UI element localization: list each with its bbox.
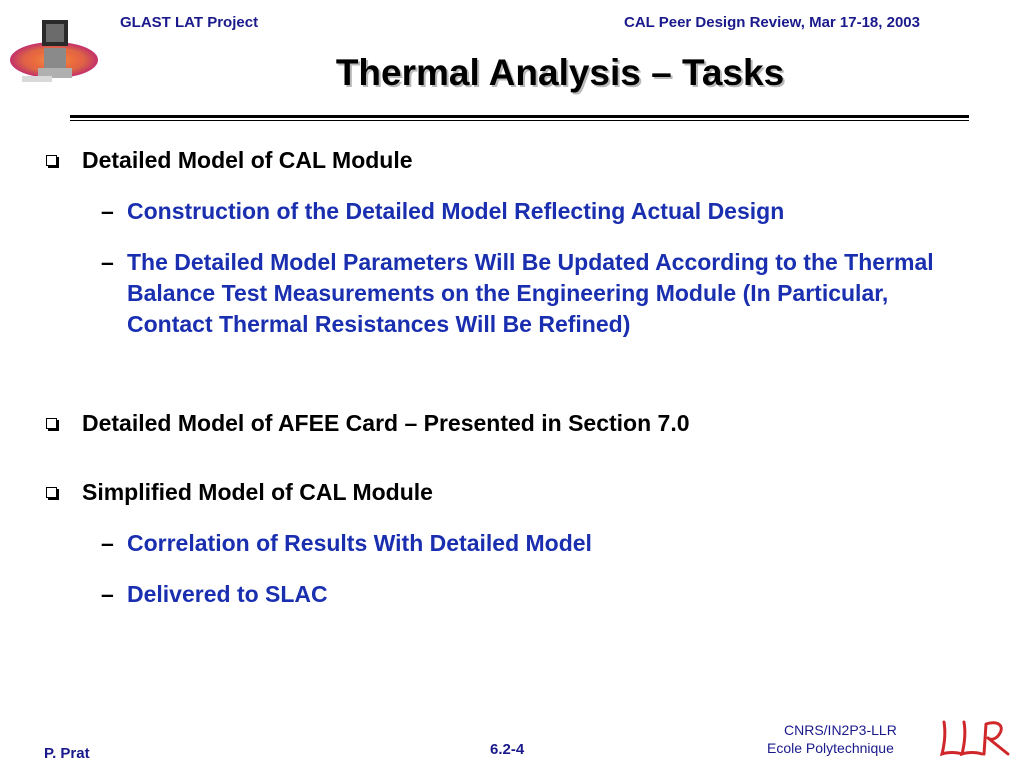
sub-bullet-item: Correlation of Results With Detailed Model [127, 530, 592, 556]
author: P. Prat [44, 745, 90, 762]
dash-bullet-icon: – [101, 581, 114, 607]
dash-bullet-icon: – [101, 198, 114, 224]
org-line-2: Ecole Polytechnique [767, 740, 894, 756]
sub-bullet-item: Construction of the Detailed Model Reflecting Actual Design [127, 198, 785, 224]
project-name: GLAST LAT Project [120, 14, 259, 31]
title-rule-thick [70, 115, 969, 118]
sub-bullet-item: The Detailed Model Parameters Will Be Updated According to the Thermal Balance Test Measurements on the Engineering Module (In Particular, Contact Thermal Resistances Will Be Refined) [127, 249, 934, 337]
dash-bullet-icon: – [101, 249, 114, 275]
bullet-item: Detailed Model of AFEE Card – Presented in Section 7.0 [82, 410, 690, 436]
checkbox-bullet-icon [46, 418, 57, 429]
review-title: CAL Peer Design Review, Mar 17-18, 2003 [624, 14, 920, 31]
slide-title: Thermal Analysis – Tasks [335, 52, 785, 93]
org-line-1: CNRS/IN2P3-LLR [784, 722, 897, 738]
checkbox-bullet-icon [46, 155, 57, 166]
dash-bullet-icon: – [101, 530, 114, 556]
sub-bullet-item: Delivered to SLAC [127, 581, 328, 607]
llr-logo [936, 716, 1016, 760]
bullet-item: Detailed Model of CAL Module [82, 147, 413, 173]
glast-logo [8, 14, 100, 94]
title-rule-thin [70, 120, 969, 121]
bullet-item: Simplified Model of CAL Module [82, 479, 433, 505]
checkbox-bullet-icon [46, 487, 57, 498]
page-number: 6.2-4 [490, 741, 525, 758]
